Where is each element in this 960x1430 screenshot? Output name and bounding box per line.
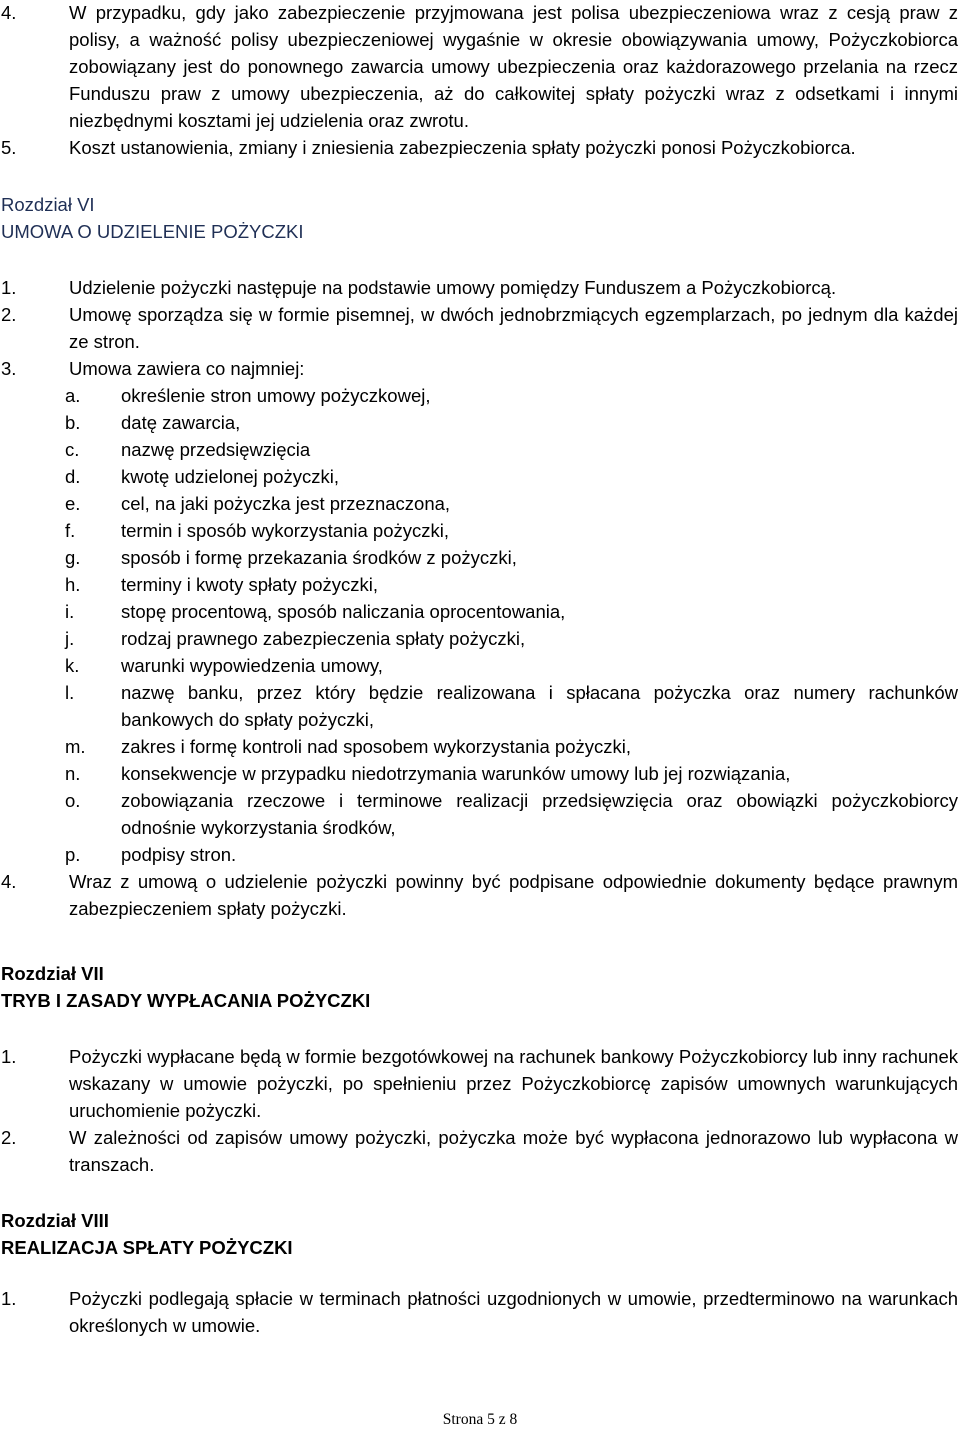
list-item <box>0 0 960 134</box>
list-item <box>0 355 960 382</box>
section-chapter-8 <box>0 1285 960 1339</box>
sub-item-letter: a. <box>65 385 81 406</box>
sub-item-text: podpisy stron. <box>121 844 237 865</box>
section-chapter-5-tail <box>0 0 960 161</box>
item-number: 1. <box>1 1288 17 1309</box>
chapter-7-heading <box>0 960 960 1014</box>
chapter-subtitle: TRYB I ZASADY WYPŁACANIA POŻYCZKI <box>1 990 371 1011</box>
sub-list-item <box>0 760 960 787</box>
item-number: 4. <box>1 871 17 892</box>
sub-item-text: rodzaj prawnego zabezpieczenia spłaty pożyczki, <box>121 628 526 649</box>
item-number: 1. <box>1 1046 17 1067</box>
sub-list-item <box>0 733 960 760</box>
sub-item-text: terminy i kwoty spłaty pożyczki, <box>121 574 379 595</box>
chapter-subtitle: REALIZACJA SPŁATY POŻYCZKI <box>1 1237 293 1258</box>
sub-item-letter: d. <box>65 466 81 487</box>
sub-list-item <box>0 787 960 841</box>
sub-item-text: nazwę banku, przez który będzie realizowana i spłacana pożyczka oraz numery rachunków bankowych do spłaty pożyczki, <box>121 682 958 730</box>
item-text: Umowa zawiera co najmniej: <box>69 358 305 379</box>
item-text: Wraz z umową o udzielenie pożyczki powinny być podpisane odpowiednie dokumenty będące prawnym zabezpieczeniem spłaty pożyczki. <box>69 871 958 919</box>
sub-item-letter: b. <box>65 412 81 433</box>
page-number-footer: Strona 5 z 8 <box>442 1411 518 1428</box>
sub-list-item <box>0 652 960 679</box>
chapter-8-heading <box>0 1207 960 1261</box>
sub-list-item <box>0 571 960 598</box>
item-text: W zależności od zapisów umowy pożyczki, pożyczka może być wypłacona jednorazowo lub wypłacona w transzach. <box>69 1127 958 1175</box>
sub-list-item <box>0 463 960 490</box>
list-item <box>0 1124 960 1178</box>
item-number: 4. <box>1 2 17 23</box>
sub-list-item <box>0 544 960 571</box>
sub-item-text: termin i sposób wykorzystania pożyczki, <box>121 520 449 541</box>
sub-item-letter: k. <box>65 655 80 676</box>
item-number: 5. <box>1 137 17 158</box>
list-item <box>0 274 960 301</box>
list-item <box>0 1043 960 1124</box>
sub-item-text: datę zawarcia, <box>121 412 241 433</box>
sub-list-item <box>0 841 960 868</box>
list-item <box>0 868 960 922</box>
sub-list-item <box>0 679 960 733</box>
list-item <box>0 301 960 355</box>
sub-item-letter: o. <box>65 790 81 811</box>
item-text: W przypadku, gdy jako zabezpieczenie przyjmowana jest polisa ubezpieczeniowa wraz z cesją praw z polisy, a ważność polisy ubezpieczeniowej wygaśnie w okresie obowiązywania umowy, Pożyczkobiorca zobowiązany jest do ponownego zawarcia umowy ubezpieczenia oraz każdorazowego przelania na rzecz Funduszu praw z umowy ubezpieczenia, aż do całkowitej spłaty pożyczki wraz z odsetkami i innymi niezbędnymi kosztami jej udzielenia oraz zwrotu. <box>69 2 958 131</box>
sub-list-item <box>0 625 960 652</box>
sub-item-text: nazwę przedsięwzięcia <box>121 439 311 460</box>
section-chapter-6 <box>0 274 960 922</box>
sub-list-item <box>0 382 960 409</box>
sub-item-letter: g. <box>65 547 81 568</box>
chapter-title: Rozdział VI <box>1 194 95 215</box>
sub-item-letter: j. <box>65 628 75 649</box>
sub-item-letter: c. <box>65 439 80 460</box>
item-number: 2. <box>1 304 17 325</box>
item-number: 3. <box>1 358 17 379</box>
sub-item-text: określenie stron umowy pożyczkowej, <box>121 385 431 406</box>
item-text: Umowę sporządza się w formie pisemnej, w dwóch jednobrzmiących egzemplarzach, po jednym dla każdej ze stron. <box>69 304 958 352</box>
section-chapter-7 <box>0 1043 960 1178</box>
sub-list-item <box>0 598 960 625</box>
item-text: Pożyczki podlegają spłacie w terminach płatności uzgodnionych w umowie, przedterminowo na warunkach określonych w umowie. <box>69 1288 958 1336</box>
chapter-6-heading <box>0 191 960 245</box>
sub-item-letter: h. <box>65 574 81 595</box>
item-text: Pożyczki wypłacane będą w formie bezgotówkowej na rachunek bankowy Pożyczkobiorcy lub inny rachunek wskazany w umowie pożyczki, po spełnieniu przez Pożyczkobiorcę zapisów umownych warunkujących uruchomienie pożyczki. <box>69 1046 958 1121</box>
item-text: Udzielenie pożyczki następuje na podstawie umowy pomiędzy Funduszem a Pożyczkobiorcą. <box>69 277 837 298</box>
sub-item-text: stopę procentową, sposób naliczania oprocentowania, <box>121 601 566 622</box>
sub-item-letter: n. <box>65 763 81 784</box>
sub-item-text: sposób i formę przekazania środków z pożyczki, <box>121 547 517 568</box>
sub-list-item <box>0 436 960 463</box>
list-item <box>0 1285 960 1339</box>
sub-item-text: kwotę udzielonej pożyczki, <box>121 466 339 487</box>
item-number: 1. <box>1 277 17 298</box>
sub-item-letter: f. <box>65 520 76 541</box>
sub-item-letter: p. <box>65 844 81 865</box>
sub-item-letter: e. <box>65 493 81 514</box>
chapter-title: Rozdział VII <box>1 963 104 984</box>
chapter-subtitle: UMOWA O UDZIELENIE POŻYCZKI <box>1 221 304 242</box>
sub-list-item <box>0 490 960 517</box>
sub-item-text: zakres i formę kontroli nad sposobem wykorzystania pożyczki, <box>121 736 631 757</box>
item-number: 2. <box>1 1127 17 1148</box>
sub-item-letter: i. <box>65 601 75 622</box>
list-item <box>0 134 960 161</box>
sub-item-text: cel, na jaki pożyczka jest przeznaczona, <box>121 493 451 514</box>
sub-list-item <box>0 409 960 436</box>
sub-item-letter: l. <box>65 682 75 703</box>
sub-item-text: konsekwencje w przypadku niedotrzymania warunków umowy lub jej rozwiązania, <box>121 763 791 784</box>
sub-item-letter: m. <box>65 736 86 757</box>
chapter-title: Rozdział VIII <box>1 1210 109 1231</box>
sub-item-text: zobowiązania rzeczowe i terminowe realizacji przedsięwzięcia oraz obowiązki pożyczkobiorcy odnośnie wykorzystania środków, <box>121 790 958 838</box>
sub-item-text: warunki wypowiedzenia umowy, <box>121 655 383 676</box>
item-text: Koszt ustanowienia, zmiany i zniesienia zabezpieczenia spłaty pożyczki ponosi Pożyczkobiorca. <box>69 137 856 158</box>
sub-list-item <box>0 517 960 544</box>
